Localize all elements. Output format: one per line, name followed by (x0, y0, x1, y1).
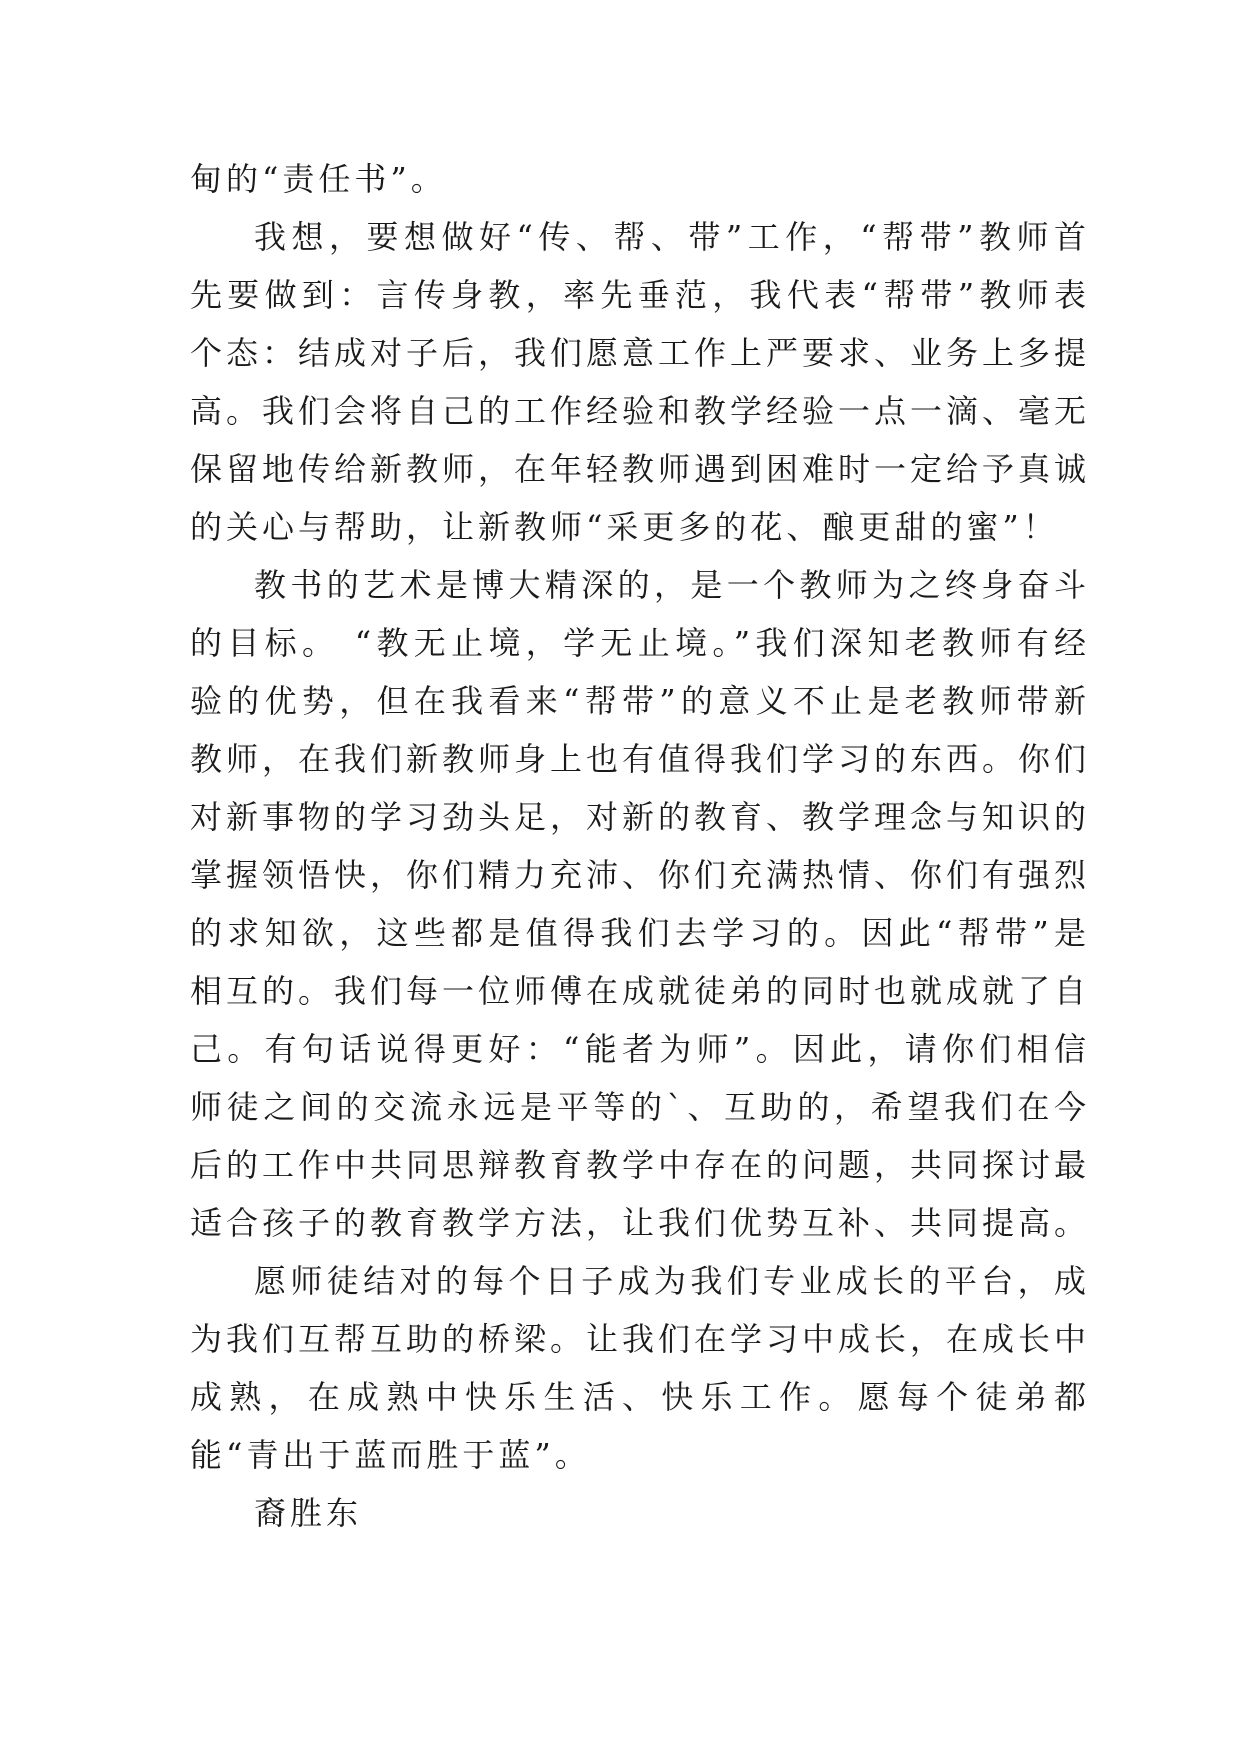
paragraph-closing-wish: 愿师徒结对的每个日子成为我们专业成长的平台，成为我们互帮互助的桥梁。让我们在学习中成长，在成长中成熟，在成熟中快乐生活、快乐工作。愿每个徒弟都能“青出于蓝而胜于蓝”。 (190, 1262, 1091, 1474)
paragraph-continuation: 甸的“责任书”。 (190, 160, 447, 198)
paragraph-pledge: 我想，要想做好“传、帮、带”工作，“帮带”教师首先要做到：言传身教，率先垂范，我代表“帮带”教师表个态：结成对子后，我们愿意工作上严要求、业务上多提高。我们会将自己的工作经验和教学经验一点一滴、毫无保留地传给新教师，在年轻教师遇到困难时一定给予真诚的关心与帮助，让新教师“采更多的花、酿更甜的蜜”！ (190, 218, 1091, 546)
document-body (190, 150, 1090, 1542)
paragraph-mutual-learning: 教书的艺术是博大精深的，是一个教师为之终身奋斗的目标。 “教无止境，学无止境。”我们深知老教师有经验的优势，但在我看来“帮带”的意义不止是老教师带新教师，在我们新教师身上也有值得我们学习的东西。你们对新事物的学习劲头足，对新的教育、教学理念与知识的掌握领悟快，你们精力充沛、你们充满热情、你们有强烈的求知欲，这些都是值得我们去学习的。因此“帮带”是相互的。我们每一位师傅在成就徒弟的同时也就成就了自己。有句话说得更好：“能者为师”。因此，请你们相信师徒之间的交流永远是平等的`、互助的，希望我们在今后的工作中共同思辩教育教学中存在的问题，共同探讨最适合孩子的教育教学方法，让我们优势互补、共同提高。 (190, 566, 1091, 1242)
signature-name: 裔胜东 (254, 1494, 363, 1532)
